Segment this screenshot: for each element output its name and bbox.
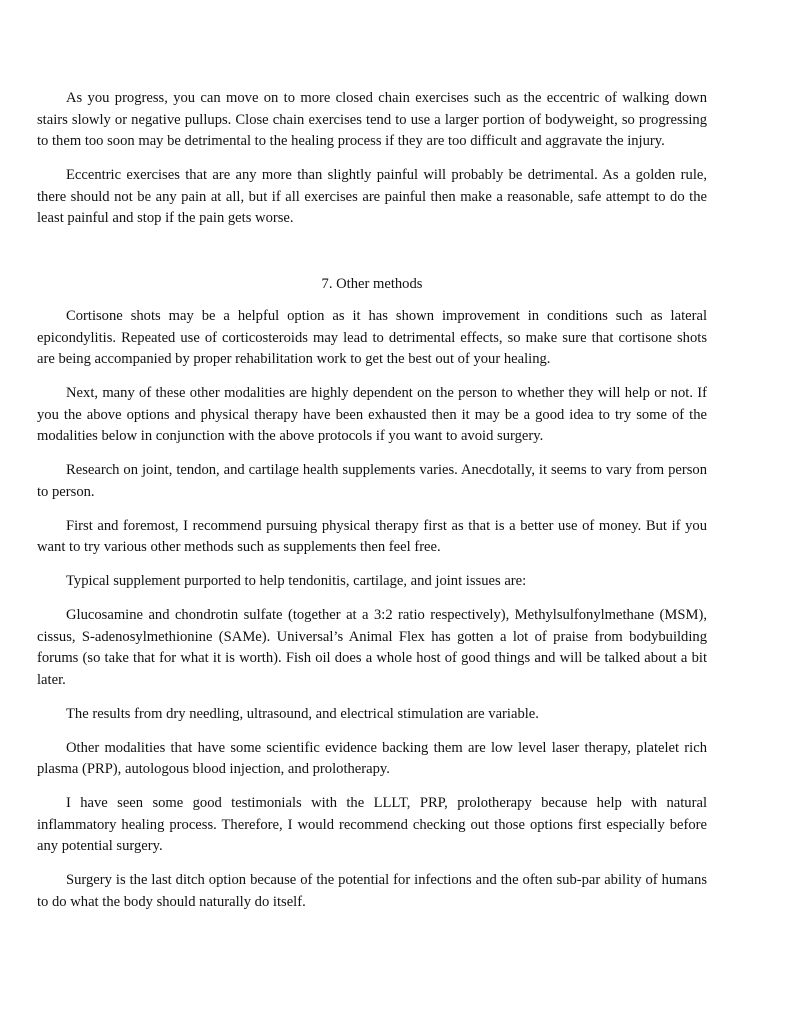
paragraph: First and foremost, I recommend pursuing physical therapy first as that is a better use of money. But if you want to try various other methods such as supplements then feel free. bbox=[37, 517, 707, 555]
paragraph: Surgery is the last ditch option because of the potential for infections and the often sub-par ability of humans to do what the body should naturally do itself. bbox=[37, 872, 707, 910]
paragraph: The results from dry needling, ultrasound, and electrical stimulation are variable. bbox=[66, 705, 539, 722]
paragraph: Next, many of these other modalities are highly dependent on the person to whether they will help or not. If you the above options and physical therapy have been exhausted then it may be a good idea to try some of the modalities below in conjunction with the above protocols if you want to avoid surgery. bbox=[37, 385, 707, 444]
page-body bbox=[37, 88, 707, 926]
paragraph: I have seen some good testimonials with the LLLT, PRP, prolotherapy because help with natural inflammatory healing process. Therefore, I would recommend checking out those options first especially before any potential surgery. bbox=[37, 795, 707, 854]
paragraph: Research on joint, tendon, and cartilage health supplements varies. Anecdotally, it seems to vary from person to person. bbox=[37, 462, 707, 500]
paragraph: Glucosamine and chondrotin sulfate (together at a 3:2 ratio respectively), Methylsulfonylmethane (MSM), cissus, S-adenosylmethionine (SAMe). Universal’s Animal Flex has gotten a lot of praise from bodybuilding forums (so take that for what it is worth). Fish oil does a whole host of good things and will be talked about a bit later. bbox=[37, 607, 707, 688]
paragraph: Other modalities that have some scientific evidence backing them are low level laser therapy, platelet rich plasma (PRP), autologous blood injection, and prolotherapy. bbox=[37, 739, 707, 777]
section-heading: 7. Other methods bbox=[321, 275, 423, 292]
paragraph: Typical supplement purported to help tendonitis, cartilage, and joint issues are: bbox=[66, 573, 527, 589]
paragraph: As you progress, you can move on to more closed chain exercises such as the eccentric of walking down stairs slowly or negative pullups. Close chain exercises tend to use a larger portion of bodyweight, so progressing to them too soon may be detrimental to the healing process if they are too difficult and aggravate the injury. bbox=[37, 90, 707, 149]
paragraph: Cortisone shots may be a helpful option as it has shown improvement in conditions such as lateral epicondylitis. Repeated use of corticosteroids may lead to detrimental effects, so make sure that cortisone shots are being accompanied by proper rehabilitation work to get the best out of your healing. bbox=[37, 308, 707, 367]
paragraph: Eccentric exercises that are any more than slightly painful will probably be detrimental. As a golden rule, there should not be any pain at all, but if all exercises are painful then make a reasonable, safe attempt to do the least painful and stop if the pain gets worse. bbox=[37, 167, 707, 226]
